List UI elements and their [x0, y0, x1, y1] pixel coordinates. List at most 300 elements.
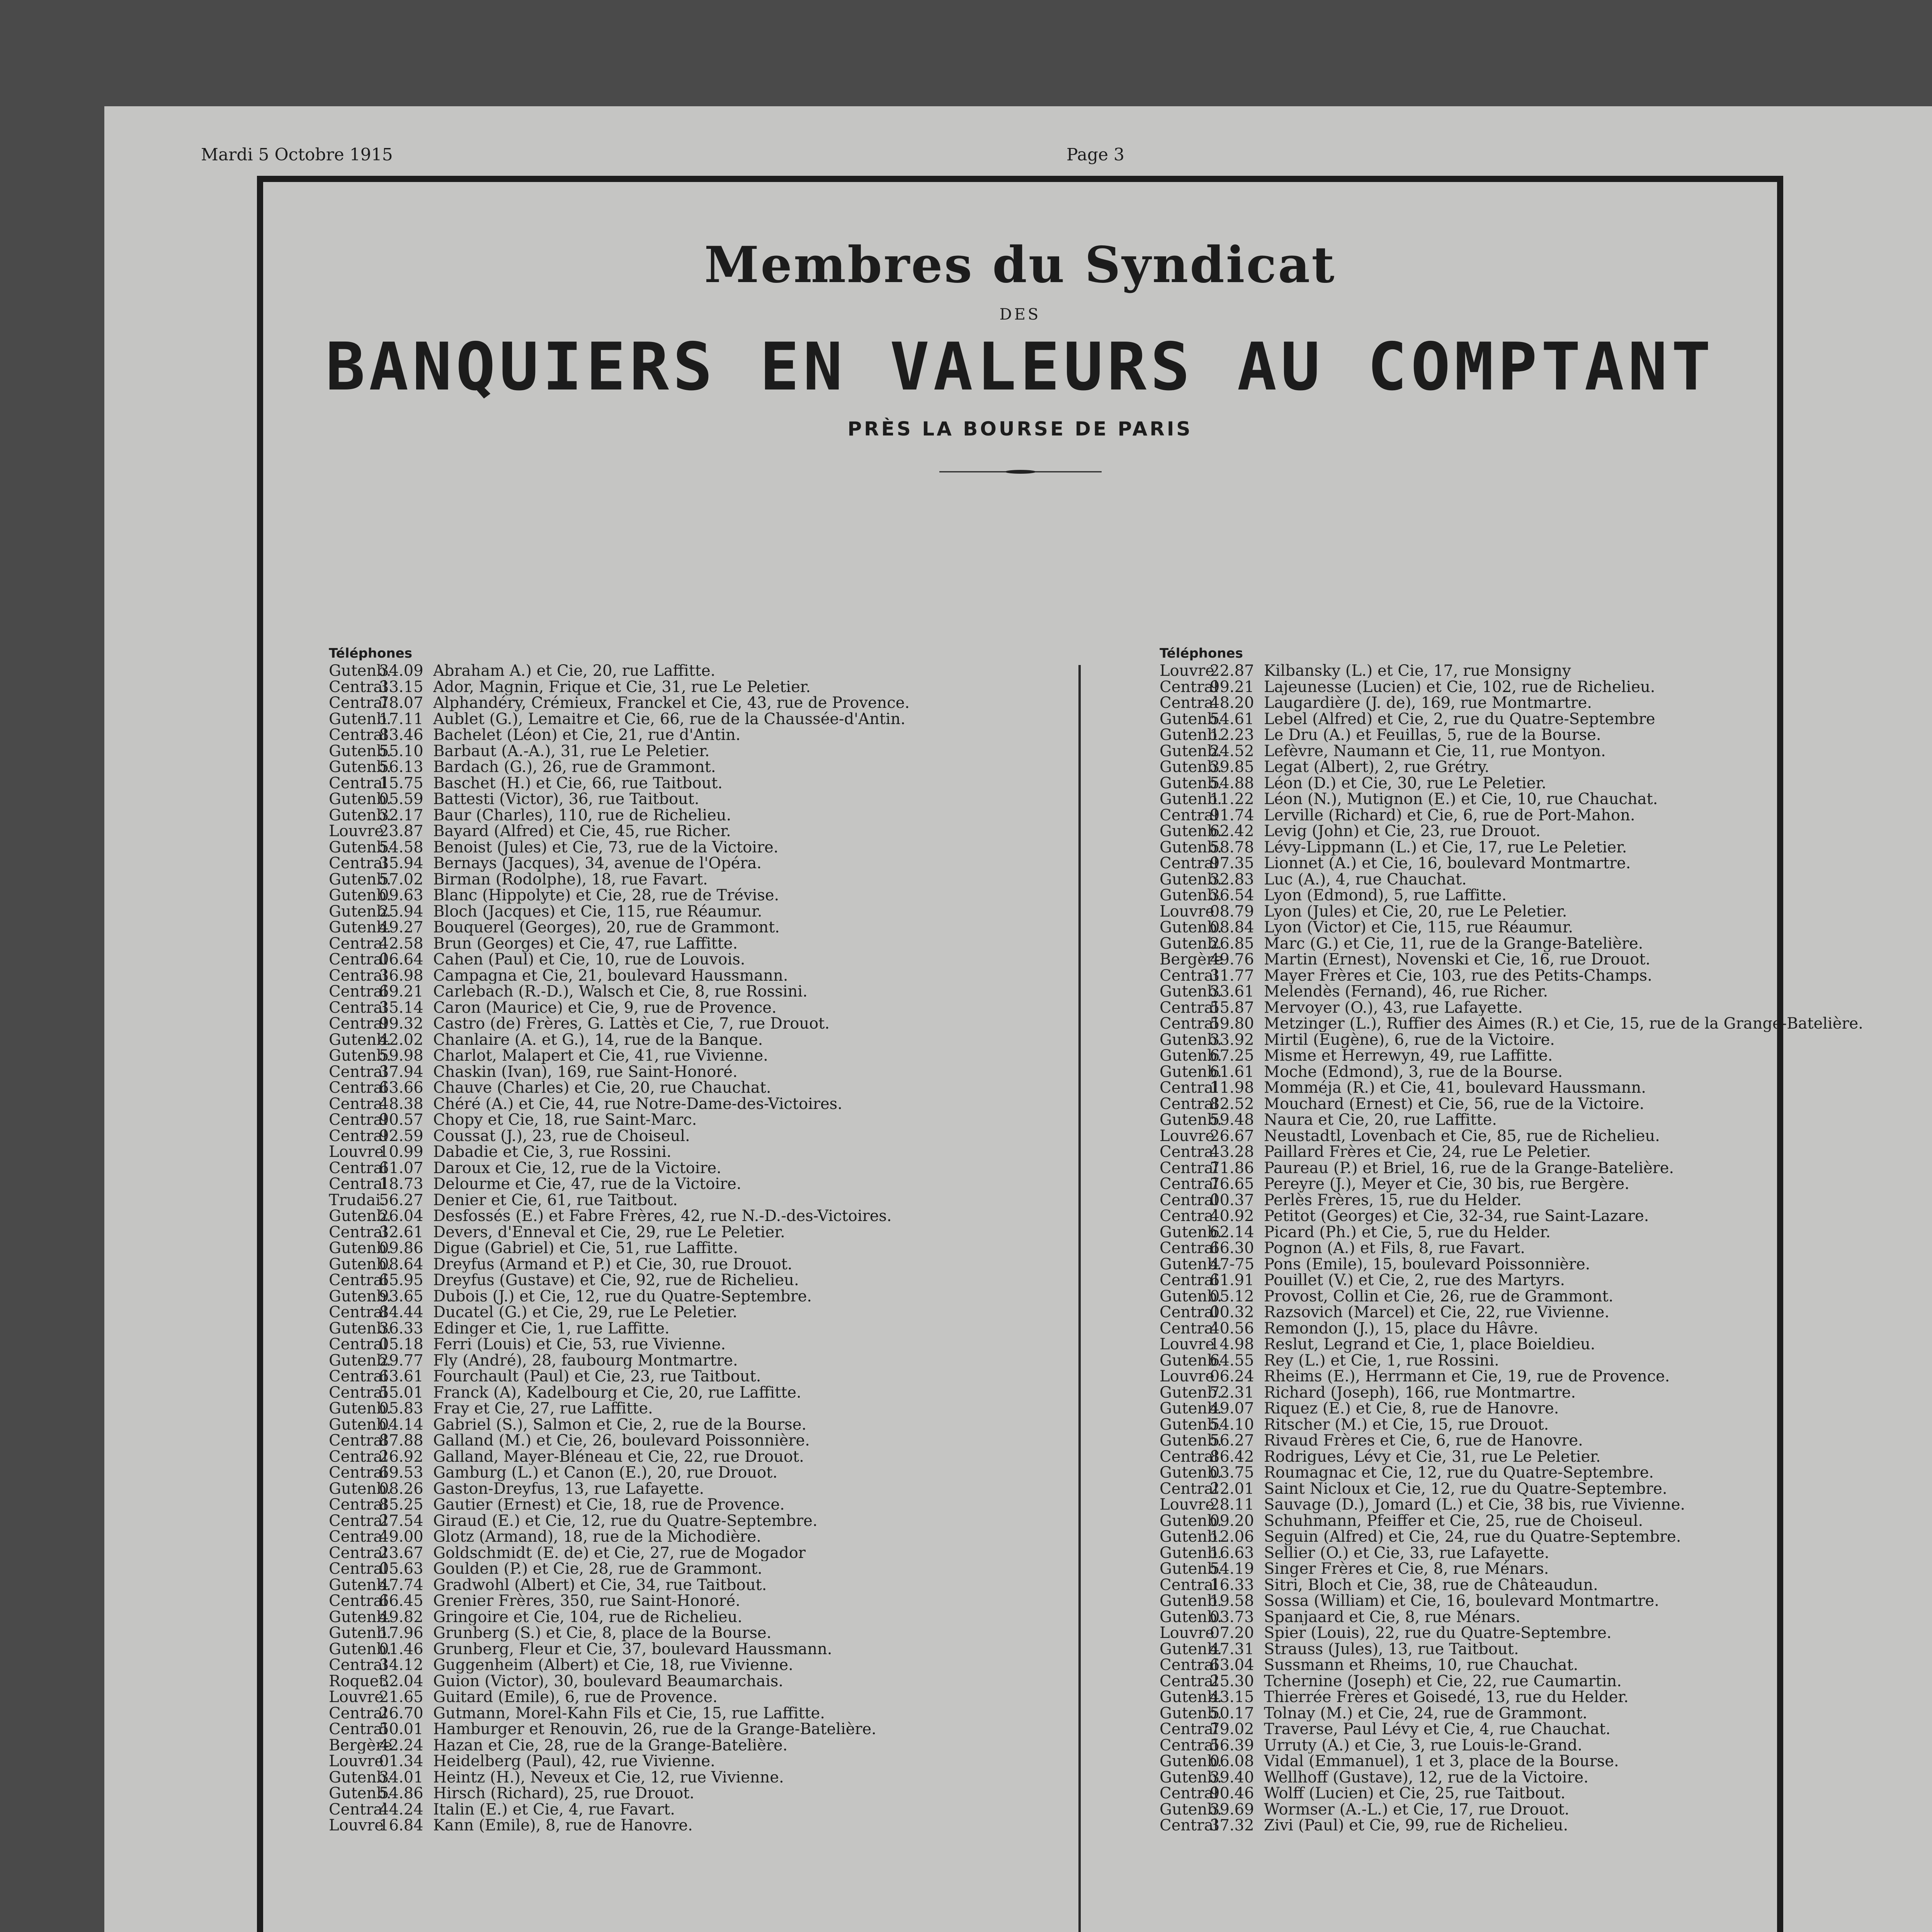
member-name-address: Delourme et Cie, 47, rue de la Victoire. [433, 1176, 742, 1192]
member-phone-number: 61.61 [1210, 1064, 1254, 1080]
member-exchange: Gutenb. [329, 903, 391, 920]
member-entry [1160, 872, 1905, 888]
member-name-address: Galland (M.) et Cie, 26, boulevard Poissonnière. [433, 1433, 810, 1449]
member-exchange: Gutenb. [1160, 1769, 1222, 1786]
member-phone-number: 34.12 [379, 1657, 423, 1673]
member-exchange: Louvre [329, 1818, 384, 1834]
member-exchange: Gutenb. [329, 711, 391, 727]
member-phone-number: 99.32 [379, 1016, 423, 1032]
member-phone-number: 14.98 [1210, 1337, 1254, 1353]
member-entry [1160, 1272, 1905, 1289]
member-phone-number: 40.92 [1210, 1208, 1254, 1225]
member-entry [329, 1802, 1075, 1818]
member-entry [1160, 1481, 1905, 1497]
member-name-address: Devers, d'Enneval et Cie, 29, rue Le Peletier. [433, 1224, 785, 1240]
member-entry [1160, 1016, 1905, 1032]
member-phone-number: 61.07 [379, 1160, 423, 1176]
member-entry [329, 1401, 1075, 1417]
member-entry [329, 1545, 1075, 1561]
member-exchange: Gutenb. [329, 1577, 391, 1593]
member-phone-number: 26.92 [379, 1449, 423, 1465]
member-entry [1160, 1786, 1905, 1802]
member-name-address: Chopy et Cie, 18, rue Saint-Marc. [433, 1112, 697, 1128]
member-entry [329, 1080, 1075, 1096]
member-entry [1160, 888, 1905, 904]
member-exchange: Central [1160, 1208, 1218, 1225]
member-exchange: Central [329, 1080, 388, 1096]
member-phone-number: 67.25 [1210, 1048, 1254, 1064]
member-name-address: Ador, Magnin, Frique et Cie, 31, rue Le Peletier. [433, 679, 811, 695]
member-entry [329, 1272, 1075, 1289]
member-name-address: Pereyre (J.), Meyer et Cie, 30 bis, rue Bergère. [1264, 1176, 1629, 1192]
member-name-address: Rivaud Frères et Cie, 6, rue de Hanovre. [1264, 1433, 1583, 1449]
member-exchange: Central [1160, 1657, 1218, 1673]
member-entry [329, 1786, 1075, 1802]
member-entry [329, 984, 1075, 1000]
member-entry [1160, 1208, 1905, 1225]
member-name-address: Gutmann, Morel-Kahn Fils et Cie, 15, rue Laffitte. [433, 1705, 825, 1721]
member-phone-number: 47.31 [1210, 1641, 1254, 1657]
member-entry [1160, 1689, 1905, 1706]
member-phone-number: 85.25 [379, 1497, 423, 1513]
member-name-address: Bayard (Alfred) et Cie, 45, rue Richer. [433, 823, 731, 840]
member-exchange: Gutenb. [1160, 1561, 1222, 1577]
member-entry [1160, 1657, 1905, 1673]
member-exchange: Gutenb. [1160, 1753, 1222, 1770]
member-entry [1160, 840, 1905, 856]
member-name-address: Traverse, Paul Lévy et Cie, 4, rue Chauchat. [1264, 1721, 1611, 1738]
member-exchange: Gutenb. [1160, 1224, 1222, 1240]
member-phone-number: 21.65 [379, 1689, 423, 1706]
member-exchange: Gutenb. [329, 1401, 391, 1417]
member-phone-number: 07.20 [1210, 1625, 1254, 1641]
member-phone-number: 08.79 [1210, 903, 1254, 920]
member-entry [1160, 920, 1905, 936]
member-name-address: Dabadie et Cie, 3, rue Rossini. [433, 1144, 672, 1160]
member-entry [329, 888, 1075, 904]
member-phone-number: 61.91 [1210, 1272, 1254, 1289]
member-name-address: Bardach (G.), 26, rue de Grammont. [433, 759, 716, 776]
member-entry [329, 1353, 1075, 1369]
member-phone-number: 32.17 [379, 807, 423, 823]
member-entry [1160, 711, 1905, 728]
member-phone-number: 49.07 [1210, 1401, 1254, 1417]
member-entry [1160, 1353, 1905, 1369]
member-name-address: Richard (Joseph), 166, rue Montmartre. [1264, 1384, 1576, 1401]
member-phone-number: 79.02 [1210, 1721, 1254, 1738]
member-phone-number: 92.59 [379, 1128, 423, 1144]
member-phone-number: 16.33 [1210, 1577, 1254, 1593]
member-phone-number: 06.08 [1210, 1753, 1254, 1770]
member-entry [1160, 1240, 1905, 1257]
member-name-address: Gautier (Ernest) et Cie, 18, rue de Provence. [433, 1497, 785, 1513]
member-entry [1160, 1160, 1905, 1177]
member-entry [329, 1513, 1075, 1529]
member-name-address: Chauve (Charles) et Cie, 20, rue Chauchat. [433, 1080, 771, 1096]
member-entry [1160, 679, 1905, 696]
member-name-address: Urruty (A.) et Cie, 3, rue Louis-le-Grand. [1264, 1737, 1582, 1753]
member-name-address: Mervoyer (O.), 43, rue Lafayette. [1264, 1000, 1523, 1016]
member-entry [329, 1481, 1075, 1497]
member-phone-number: 54.19 [1210, 1561, 1254, 1577]
member-entry [329, 791, 1075, 808]
member-exchange: Central [329, 1721, 388, 1738]
member-phone-number: 59.48 [1210, 1112, 1254, 1128]
member-phone-number: 42.24 [379, 1737, 423, 1753]
member-exchange: Central [329, 1433, 388, 1449]
column-divider [1078, 665, 1081, 1932]
member-name-address: Lionnet (A.) et Cie, 16, boulevard Montmartre. [1264, 855, 1631, 872]
member-phone-number: 33.61 [1210, 984, 1254, 1000]
member-name-address: Franck (A), Kadelbourg et Cie, 20, rue Laffitte. [433, 1384, 801, 1401]
member-phone-number: 36.98 [379, 968, 423, 984]
member-name-address: Ferri (Louis) et Cie, 53, rue Vivienne. [433, 1337, 726, 1353]
member-name-address: Fray et Cie, 27, rue Laffitte. [433, 1401, 653, 1417]
member-name-address: Goldschmidt (E. de) et Cie, 27, rue de Mogador [433, 1545, 806, 1561]
member-entry [1160, 1706, 1905, 1722]
member-phone-number: 15.75 [379, 775, 423, 791]
member-exchange: Gutenb. [1160, 1256, 1222, 1272]
member-exchange: Central [329, 1112, 388, 1128]
member-name-address: Sitri, Bloch et Cie, 38, rue de Châteaudun. [1264, 1577, 1598, 1593]
member-phone-number: 69.21 [379, 984, 423, 1000]
member-entry [329, 1625, 1075, 1641]
member-name-address: Dreyfus (Gustave) et Cie, 92, rue de Richelieu. [433, 1272, 799, 1289]
member-phone-number: 19.58 [1210, 1593, 1254, 1609]
member-entry [1160, 1738, 1905, 1754]
member-exchange: Central [1160, 968, 1218, 984]
member-phone-number: 27.54 [379, 1513, 423, 1529]
member-entry [329, 711, 1075, 728]
member-phone-number: 05.63 [379, 1561, 423, 1577]
member-name-address: Razsovich (Marcel) et Cie, 22, rue Vivienne. [1264, 1304, 1610, 1321]
member-entry [329, 1304, 1075, 1321]
member-name-address: Bouquerel (Georges), 20, rue de Grammont. [433, 920, 780, 936]
member-phone-number: 36.33 [379, 1320, 423, 1337]
member-entry [1160, 776, 1905, 792]
member-entry [329, 1449, 1075, 1465]
member-phone-number: 00.32 [1210, 1304, 1254, 1321]
member-entry [329, 1032, 1075, 1048]
member-entry [329, 1321, 1075, 1337]
member-name-address: Legat (Albert), 2, rue Grétry. [1264, 759, 1490, 776]
member-name-address: Caron (Maurice) et Cie, 9, rue de Provence. [433, 1000, 777, 1016]
member-name-address: Gaston-Dreyfus, 13, rue Lafayette. [433, 1481, 704, 1497]
member-entry [1160, 1753, 1905, 1770]
member-entry [1160, 1128, 1905, 1145]
member-entry [329, 904, 1075, 920]
member-entry [1160, 1112, 1905, 1128]
member-entry [1160, 1449, 1905, 1465]
members-column-right [1160, 663, 1905, 1834]
member-phone-number: 49.76 [1210, 952, 1254, 968]
member-phone-number: 34.01 [379, 1769, 423, 1786]
member-entry [329, 1593, 1075, 1609]
member-name-address: Grenier Frères, 350, rue Saint-Honoré. [433, 1593, 740, 1609]
member-exchange: Central [329, 1176, 388, 1192]
member-name-address: Vidal (Emmanuel), 1 et 3, place de la Bourse. [1264, 1753, 1619, 1770]
member-phone-number: 76.65 [1210, 1176, 1254, 1192]
member-entry [1160, 1545, 1905, 1561]
member-phone-number: 36.54 [1210, 888, 1254, 904]
member-phone-number: 23.67 [379, 1545, 423, 1561]
member-exchange: Central [1160, 1449, 1218, 1465]
member-phone-number: 58.78 [1210, 839, 1254, 855]
member-name-address: Alphandéry, Crémieux, Franckel et Cie, 43, rue de Provence. [433, 695, 910, 711]
member-entry [1160, 1096, 1905, 1112]
member-name-address: Desfossés (E.) et Fabre Frères, 42, rue N.-D.-des-Victoires. [433, 1208, 892, 1225]
member-name-address: Tolnay (M.) et Cie, 24, rue de Grammont. [1264, 1705, 1587, 1721]
member-name-address: Ducatel (G.) et Cie, 29, rue Le Peletier. [433, 1304, 738, 1321]
member-entry [329, 1561, 1075, 1577]
member-exchange: Central [329, 1801, 388, 1818]
telephones-heading-left: Téléphones [329, 646, 412, 661]
member-exchange: Louvre [1160, 903, 1214, 920]
member-phone-number: 28.11 [1210, 1497, 1254, 1513]
member-name-address: Sellier (O.) et Cie, 33, rue Lafayette. [1264, 1545, 1549, 1561]
member-exchange: Louvre [1160, 663, 1214, 679]
member-exchange: Central [329, 1096, 388, 1112]
member-name-address: Chéré (A.) et Cie, 44, rue Notre-Dame-des-Victoires. [433, 1096, 842, 1112]
member-phone-number: 18.73 [379, 1176, 423, 1192]
member-entry [1160, 1609, 1905, 1626]
member-name-address: Cahen (Paul) et Cie, 10, rue de Louvois. [433, 952, 745, 968]
member-phone-number: 34.09 [379, 663, 423, 679]
member-name-address: Wellhoff (Gustave), 12, rue de la Victoire. [1264, 1769, 1588, 1786]
member-entry [1160, 663, 1905, 679]
member-phone-number: 54.86 [379, 1786, 423, 1802]
member-phone-number: 78.07 [379, 695, 423, 711]
title-line1: Membres du Syndicat [704, 236, 1336, 294]
member-exchange: Gutenb. [1160, 1529, 1222, 1545]
title-line3: BANQUIERS EN VALEURS AU COMPTANT [325, 329, 1715, 405]
member-entry [1160, 952, 1905, 968]
member-entry [1160, 1673, 1905, 1690]
member-exchange: Louvre [1160, 1369, 1214, 1385]
member-name-address: Lyon (Jules) et Cie, 20, rue Le Peletier. [1264, 903, 1567, 920]
member-exchange: Gutenb. [1160, 1641, 1222, 1657]
member-name-address: Reslut, Legrand et Cie, 1, place Boieldieu. [1264, 1337, 1595, 1353]
member-exchange: Gutenb. [1160, 839, 1222, 855]
member-entry [1160, 1625, 1905, 1641]
member-exchange: Central [1160, 1160, 1218, 1176]
member-entry [329, 1016, 1075, 1032]
member-phone-number: 26.70 [379, 1705, 423, 1721]
member-name-address: Spanjaard et Cie, 8, rue Ménars. [1264, 1609, 1520, 1625]
member-entry [329, 759, 1075, 776]
member-name-address: Bloch (Jacques) et Cie, 115, rue Réaumur. [433, 903, 762, 920]
member-name-address: Neustadtl, Lovenbach et Cie, 85, rue de Richelieu. [1264, 1128, 1660, 1144]
member-exchange: Gutenb. [329, 1625, 391, 1641]
member-exchange: Central [1160, 1818, 1218, 1834]
member-phone-number: 99.21 [1210, 679, 1254, 695]
member-exchange: Gutenb. [329, 839, 391, 855]
member-exchange: Gutenb. [1160, 727, 1222, 743]
member-phone-number: 08.64 [379, 1256, 423, 1272]
member-name-address: Pognon (A.) et Fils, 8, rue Favart. [1264, 1240, 1525, 1257]
member-exchange: Gutenb. [1160, 1545, 1222, 1561]
member-exchange: Bergère [329, 1737, 393, 1753]
member-phone-number: 03.75 [1210, 1465, 1254, 1481]
member-name-address: Lyon (Edmond), 5, rue Laffitte. [1264, 888, 1507, 904]
member-phone-number: 25.94 [379, 903, 423, 920]
member-phone-number: 32.83 [1210, 871, 1254, 888]
member-exchange: Gutenb. [1160, 920, 1222, 936]
member-exchange: Central [329, 695, 388, 711]
member-exchange: Central [329, 1224, 388, 1240]
member-phone-number: 63.04 [1210, 1657, 1254, 1673]
member-entry [329, 855, 1075, 872]
member-entry [1160, 1529, 1905, 1545]
member-phone-number: 39.69 [1210, 1801, 1254, 1818]
member-name-address: Wormser (A.-L.) et Cie, 17, rue Drouot. [1264, 1801, 1570, 1818]
member-entry [329, 743, 1075, 760]
member-entry [329, 1208, 1075, 1225]
member-phone-number: 17.96 [379, 1625, 423, 1641]
member-exchange: Gutenb. [1160, 743, 1222, 759]
member-exchange: Gutenb. [1160, 759, 1222, 776]
member-phone-number: 54.61 [1210, 711, 1254, 727]
member-phone-number: 72.31 [1210, 1384, 1254, 1401]
member-entry [329, 1337, 1075, 1353]
member-entry [1160, 904, 1905, 920]
member-name-address: Denier et Cie, 61, rue Taitbout. [433, 1192, 678, 1208]
member-entry [329, 1048, 1075, 1064]
member-exchange: Gutenb. [1160, 1465, 1222, 1481]
member-phone-number: 29.77 [379, 1352, 423, 1369]
member-exchange: Gutenb. [1160, 1609, 1222, 1625]
member-name-address: Sauvage (D.), Jomard (L.) et Cie, 38 bis, rue Vivienne. [1264, 1497, 1685, 1513]
member-entry [329, 1497, 1075, 1513]
member-phone-number: 35.94 [379, 855, 423, 872]
member-entry [329, 1417, 1075, 1433]
member-exchange: Central [329, 1304, 388, 1321]
member-exchange: Central [1160, 807, 1218, 823]
member-entry [329, 1000, 1075, 1016]
member-name-address: Marc (G.) et Cie, 11, rue de la Grange-Batelière. [1264, 935, 1643, 952]
member-exchange: Gutenb. [1160, 823, 1222, 840]
member-exchange: Central [1160, 1016, 1218, 1032]
member-name-address: Charlot, Malapert et Cie, 41, rue Vivienne. [433, 1048, 768, 1064]
member-entry [1160, 1721, 1905, 1738]
member-exchange: Gutenb. [329, 1048, 391, 1064]
member-phone-number: 11.98 [1210, 1080, 1254, 1096]
member-entry [1160, 855, 1905, 872]
header-page-number: Page 3 [1066, 145, 1125, 165]
member-phone-number: 12.06 [1210, 1529, 1254, 1545]
member-exchange: Gutenb. [1160, 888, 1222, 904]
member-name-address: Heidelberg (Paul), 42, rue Vivienne. [433, 1753, 715, 1770]
member-phone-number: 59.80 [1210, 1016, 1254, 1032]
member-exchange: Central [1160, 1080, 1218, 1096]
member-phone-number: 48.20 [1210, 695, 1254, 711]
member-phone-number: 22.01 [1210, 1481, 1254, 1497]
member-phone-number: 86.42 [1210, 1449, 1254, 1465]
member-entry [1160, 1513, 1905, 1529]
member-name-address: Riquez (E.) et Cie, 8, rue de Hanovre. [1264, 1401, 1559, 1417]
member-phone-number: 01.46 [379, 1641, 423, 1657]
member-entry [1160, 968, 1905, 984]
member-exchange: Gutenb. [329, 920, 391, 936]
member-exchange: Central [329, 1160, 388, 1176]
member-phone-number: 31.77 [1210, 968, 1254, 984]
member-phone-number: 49.27 [379, 920, 423, 936]
member-entry [329, 679, 1075, 696]
member-name-address: Baschet (H.) et Cie, 66, rue Taitbout. [433, 775, 723, 791]
member-name-address: Chaskin (Ivan), 169, rue Saint-Honoré. [433, 1064, 738, 1080]
member-exchange: Gutenb. [1160, 1352, 1222, 1369]
title-line2: DES [999, 306, 1041, 323]
member-name-address: Mouchard (Ernest) et Cie, 56, rue de la Victoire. [1264, 1096, 1645, 1112]
member-phone-number: 90.57 [379, 1112, 423, 1128]
member-name-address: Pouillet (V.) et Cie, 2, rue des Martyrs. [1264, 1272, 1565, 1289]
member-entry [329, 823, 1075, 840]
member-name-address: Lerville (Richard) et Cie, 6, rue de Port-Mahon. [1264, 807, 1635, 823]
member-entry [329, 776, 1075, 792]
member-entry [329, 1144, 1075, 1160]
member-entry [329, 695, 1075, 711]
member-name-address: Guitard (Emile), 6, rue de Provence. [433, 1689, 718, 1706]
member-phone-number: 55.87 [1210, 1000, 1254, 1016]
member-name-address: Heintz (H.), Neveux et Cie, 12, rue Vivienne. [433, 1769, 784, 1786]
member-entry [329, 1753, 1075, 1770]
member-name-address: Birman (Rodolphe), 18, rue Favart. [433, 871, 708, 888]
member-phone-number: 05.18 [379, 1337, 423, 1353]
member-name-address: Dreyfus (Armand et P.) et Cie, 30, rue Drouot. [433, 1256, 793, 1272]
member-exchange: Central [329, 1064, 388, 1080]
member-phone-number: 26.04 [379, 1208, 423, 1225]
member-name-address: Hazan et Cie, 28, rue de la Grange-Batelière. [433, 1737, 788, 1753]
member-name-address: Sussmann et Rheims, 10, rue Chauchat. [1264, 1657, 1578, 1673]
member-phone-number: 43.15 [1210, 1689, 1254, 1706]
member-phone-number: 54.58 [379, 839, 423, 855]
member-exchange: Central [329, 1593, 388, 1609]
member-name-address: Melendès (Fernand), 46, rue Richer. [1264, 984, 1548, 1000]
member-exchange: Gutenb. [329, 1417, 391, 1433]
member-name-address: Edinger et Cie, 1, rue Laffitte. [433, 1320, 670, 1337]
member-name-address: Moche (Edmond), 3, rue de la Bourse. [1264, 1064, 1563, 1080]
member-entry [1160, 1321, 1905, 1337]
member-exchange: Gutenb. [1160, 1417, 1222, 1433]
member-exchange: Gutenb. [1160, 935, 1222, 952]
member-phone-number: 17.11 [379, 711, 423, 727]
member-phone-number: 54.10 [1210, 1417, 1254, 1433]
member-entry [1160, 1257, 1905, 1273]
member-entry [329, 1818, 1075, 1834]
member-phone-number: 09.86 [379, 1240, 423, 1257]
member-exchange: Central [1160, 1176, 1218, 1192]
member-exchange: Louvre [1160, 1625, 1214, 1641]
member-entry [1160, 1225, 1905, 1241]
member-exchange: Gutenb. [1160, 775, 1222, 791]
member-name-address: Fly (André), 28, faubourg Montmartre. [433, 1352, 738, 1369]
member-name-address: Thierrée Frères et Goisedé, 13, rue du Helder. [1264, 1689, 1629, 1706]
member-entry [329, 1369, 1075, 1385]
member-name-address: Hirsch (Richard), 25, rue Drouot. [433, 1786, 694, 1802]
member-name-address: Glotz (Armand), 18, rue de la Michodière. [433, 1529, 762, 1545]
member-exchange: Gutenb. [329, 1769, 391, 1786]
member-exchange: Gutenb. [329, 1208, 391, 1225]
member-phone-number: 08.26 [379, 1481, 423, 1497]
member-entry [1160, 808, 1905, 824]
member-entry [329, 1225, 1075, 1241]
member-exchange: Central [1160, 1577, 1218, 1593]
member-exchange: Gutenb. [329, 871, 391, 888]
member-name-address: Gradwohl (Albert) et Cie, 34, rue Taitbout. [433, 1577, 767, 1593]
member-name-address: Dubois (J.) et Cie, 12, rue du Quatre-Septembre. [433, 1288, 812, 1304]
member-entry [1160, 1770, 1905, 1786]
header-date: Mardi 5 Octobre 1915 [201, 145, 393, 165]
